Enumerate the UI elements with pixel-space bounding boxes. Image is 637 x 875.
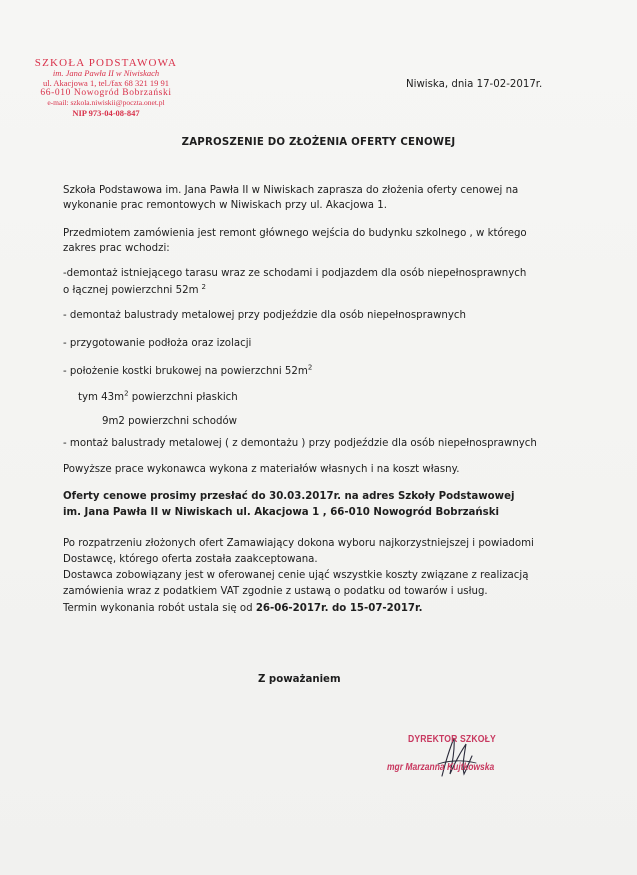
stamp-address-phone: ul. Akacjowa 1, tel./fax 68 321 19 91 bbox=[42, 78, 170, 88]
work-item-4-text: - położenie kostki brukowej na powierzchni 52m bbox=[63, 366, 308, 377]
vat-line-2: zamówienia wraz z podatkiem VAT zgodnie z ustawą o podatku od towarów i usług. bbox=[63, 586, 488, 597]
flat-area-value: tym 43m bbox=[78, 392, 125, 403]
subject-line-1: Przedmiotem zamówienia jest remont głównego wejścia do budynku szkolnego , w którego bbox=[63, 228, 527, 239]
school-stamp bbox=[31, 58, 181, 118]
term-prefix: Termin wykonania robót ustala się od bbox=[63, 603, 256, 614]
stamp-school-name: SZKOŁA PODSTAWOWA bbox=[34, 57, 178, 69]
closing-salutation: Z poważaniem bbox=[258, 674, 341, 685]
vat-line-1: Dostawca zobowiązany jest w oferowanej cenie ująć wszystkie koszty związane z realizacją bbox=[63, 570, 529, 581]
review-line-1: Po rozpatrzeniu złożonych ofert Zamawiający dokona wyboru najkorzystniejszej i powiadomi bbox=[63, 538, 534, 549]
superscript-2: 2 bbox=[307, 363, 313, 372]
work-item-3: - przygotowanie podłoża oraz izolacji bbox=[63, 338, 252, 349]
stamp-postal-city: 66-010 Nowogród Bobrzański bbox=[40, 88, 172, 98]
stamp-email: e-mail: szkola.niwiskii@poczta.onet.pl bbox=[47, 98, 165, 107]
work-item-2: - demontaż balustrady metalowej przy podjeździe dla osób niepełnosprawnych bbox=[63, 310, 466, 321]
work-item-4 bbox=[63, 364, 312, 380]
materials-note: Powyższe prace wykonawca wykona z materiałów własnych i na koszt własny. bbox=[63, 464, 460, 475]
term-to: do bbox=[328, 603, 350, 614]
intro-line-1: Szkoła Podstawowa im. Jana Pawła II w Niwiskach zaprasza do złożenia oferty cenowej na bbox=[63, 185, 519, 196]
work-item-1-line-1: -demontaż istniejącego tarasu wraz ze schodami i podjazdem dla osób niepełnosprawnych bbox=[63, 268, 527, 279]
review-line-2: Dostawcę, którego oferta została zaakceptowana. bbox=[63, 554, 318, 565]
subject-line-2: zakres prac wchodzi: bbox=[63, 243, 170, 254]
letter-date: Niwiska, dnia 17-02-2017r. bbox=[406, 79, 543, 90]
term-start-date: 26-06-2017r. bbox=[255, 603, 329, 614]
work-item-4b: 9m2 powierzchni schodów bbox=[102, 416, 238, 427]
superscript-2: 2 bbox=[201, 282, 206, 291]
term-end-date: 15-07-2017r. bbox=[349, 603, 423, 614]
offers-line-2: im. Jana Pawła II w Niwiskach ul. Akacjowa 1 , 66-010 Nowogród Bobrzański bbox=[63, 507, 499, 518]
work-item-1-area: o łącznej powierzchni 52m bbox=[63, 285, 199, 296]
stamp-nip: NIP 973-04-08-847 bbox=[72, 108, 140, 118]
stamp-patron: im. Jana Pawła II w Niwiskach bbox=[52, 68, 160, 78]
work-item-1-line-2 bbox=[63, 283, 206, 299]
flat-area-label: powierzchni płaskich bbox=[128, 392, 238, 403]
superscript-2: 2 bbox=[124, 389, 129, 398]
term-line bbox=[63, 601, 422, 617]
signature-title: DYREKTOR SZKOŁY bbox=[408, 733, 496, 745]
signature-block bbox=[380, 730, 540, 790]
intro-line-2: wykonanie prac remontowych w Niwiskach przy ul. Akacjowa 1. bbox=[63, 200, 388, 211]
work-item-5: - montaż balustrady metalowej ( z demontażu ) przy podjeździe dla osób niepełnosprawnych bbox=[63, 438, 537, 449]
signature-name: mgr Marzanna Kujtkowska bbox=[387, 762, 495, 773]
work-item-4a bbox=[78, 390, 238, 406]
offers-line-1: Oferty cenowe prosimy przesłać do 30.03.2017r. na adres Szkoły Podstawowej bbox=[63, 491, 515, 502]
letter-title: ZAPROSZENIE DO ZŁOŻENIA OFERTY CENOWEJ bbox=[181, 137, 456, 148]
